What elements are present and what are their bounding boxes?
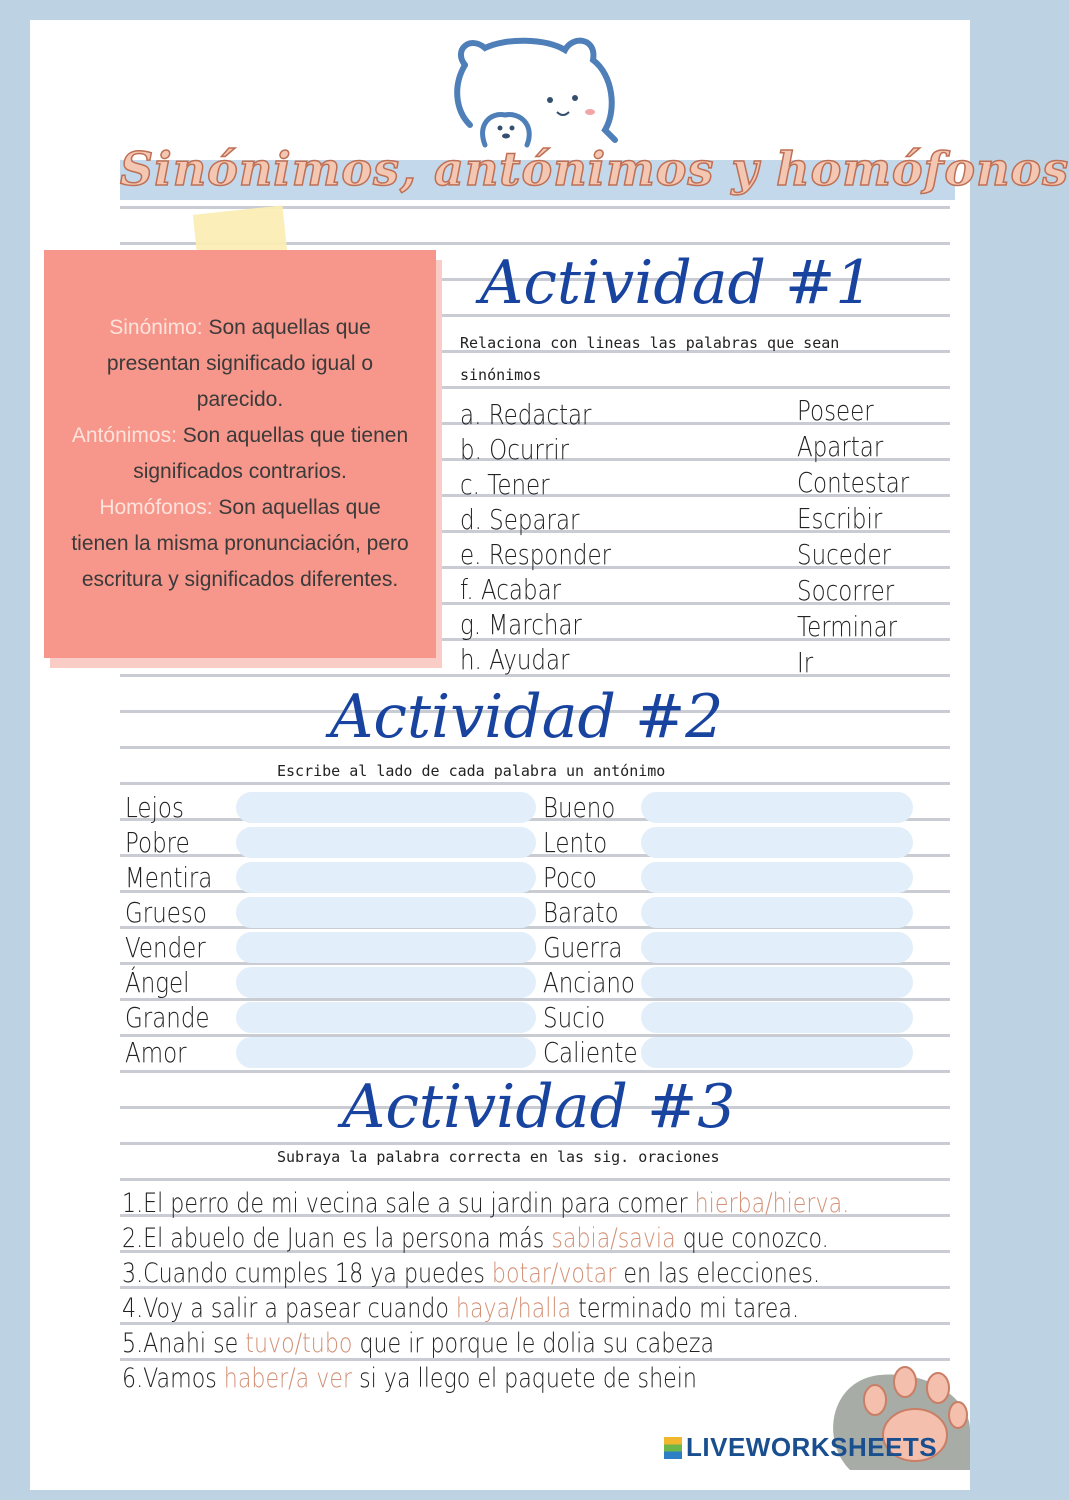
antonym-input[interactable] bbox=[236, 1037, 536, 1068]
ruled-line bbox=[120, 1142, 950, 1145]
match-left-word[interactable]: h. Ayudar bbox=[460, 643, 570, 676]
sentence-text: Cuando cumples 18 ya puedes bbox=[143, 1258, 492, 1289]
activity2-instruction: Escribe al lado de cada palabra un antónimo bbox=[277, 762, 666, 780]
sentence-text: El abuelo de Juan es la persona más bbox=[143, 1223, 552, 1254]
match-right-word[interactable]: Poseer bbox=[797, 394, 874, 427]
sentence bbox=[122, 1221, 829, 1256]
sentence-number: 1. bbox=[122, 1188, 144, 1219]
sentence-number: 3. bbox=[122, 1258, 144, 1289]
sentence-text: terminado mi tarea. bbox=[571, 1293, 799, 1324]
match-left-word[interactable]: e. Responder bbox=[460, 538, 612, 571]
activity1-instruction: Relaciona con lineas las palabras que sean bbox=[460, 334, 840, 352]
sentence-text: El perro de mi vecina sale a su jardin para comer bbox=[143, 1188, 695, 1219]
antonym-word: Anciano bbox=[543, 966, 635, 999]
activity3-instruction: Subraya la palabra correcta en las sig. oraciones bbox=[277, 1148, 720, 1166]
ruled-line bbox=[120, 782, 950, 785]
antonym-input[interactable] bbox=[236, 1002, 536, 1033]
antonym-word: Barato bbox=[543, 896, 619, 929]
antonym-word: Amor bbox=[125, 1036, 187, 1069]
liveworksheets-logo-icon bbox=[664, 1437, 682, 1459]
match-right-word[interactable]: Socorrer bbox=[797, 574, 895, 607]
word-options[interactable]: botar/votar bbox=[491, 1258, 617, 1289]
definition-term: Homófonos: bbox=[99, 496, 213, 519]
antonym-input[interactable] bbox=[641, 792, 913, 823]
sentence-text: Vamos bbox=[143, 1363, 224, 1394]
word-options[interactable]: tuvo/tubo bbox=[245, 1328, 353, 1359]
antonym-input[interactable] bbox=[641, 827, 913, 858]
antonym-word: Bueno bbox=[543, 791, 616, 824]
sentence-text: que ir porque le dolia su cabeza bbox=[352, 1328, 715, 1359]
antonym-input[interactable] bbox=[236, 932, 536, 963]
sentence bbox=[122, 1326, 714, 1361]
match-left-word[interactable]: c. Tener bbox=[460, 468, 550, 501]
antonym-input[interactable] bbox=[641, 967, 913, 998]
activity2-title: Actividad #2 bbox=[330, 682, 724, 752]
antonym-word: Grande bbox=[125, 1001, 210, 1034]
antonym-word: Caliente bbox=[543, 1036, 638, 1069]
antonym-word: Guerra bbox=[543, 931, 623, 964]
definitions-text bbox=[68, 310, 412, 598]
definition-term: Antónimos: bbox=[71, 424, 177, 447]
word-options[interactable]: haya/halla bbox=[455, 1293, 572, 1324]
antonym-word: Vender bbox=[125, 931, 206, 964]
antonym-input[interactable] bbox=[641, 862, 913, 893]
antonym-input[interactable] bbox=[641, 932, 913, 963]
match-left-word[interactable]: b. Ocurrir bbox=[460, 433, 570, 466]
match-left-word[interactable]: a. Redactar bbox=[460, 398, 592, 431]
antonym-input[interactable] bbox=[641, 897, 913, 928]
ruled-line bbox=[120, 1178, 950, 1181]
sentence-number: 4. bbox=[122, 1293, 144, 1324]
match-left-word[interactable]: f. Acabar bbox=[460, 573, 562, 606]
sentence bbox=[122, 1186, 849, 1221]
sentence-number: 2. bbox=[122, 1223, 144, 1254]
match-right-word[interactable]: Contestar bbox=[797, 466, 910, 499]
match-right-word[interactable]: Ir bbox=[797, 646, 814, 679]
match-right-word[interactable]: Escribir bbox=[797, 502, 883, 535]
word-options[interactable]: haber/a ver bbox=[223, 1363, 353, 1394]
sentence bbox=[122, 1256, 820, 1291]
activity1-instruction: sinónimos bbox=[460, 366, 542, 384]
sentence bbox=[122, 1361, 697, 1396]
definition-term: Sinónimo: bbox=[109, 316, 203, 339]
antonym-input[interactable] bbox=[236, 862, 536, 893]
match-right-word[interactable]: Suceder bbox=[797, 538, 892, 571]
antonym-input[interactable] bbox=[236, 967, 536, 998]
activity3-title: Actividad #3 bbox=[342, 1072, 736, 1142]
sentence-text: Anahi se bbox=[143, 1328, 246, 1359]
word-options[interactable]: hierba/hierva. bbox=[694, 1188, 850, 1219]
antonym-word: Mentira bbox=[125, 861, 213, 894]
match-right-word[interactable]: Terminar bbox=[797, 610, 898, 643]
sentence-text: que conozco. bbox=[675, 1223, 829, 1254]
worksheet-page bbox=[30, 20, 1069, 1490]
sentence-text: si ya llego el paquete de shein bbox=[352, 1363, 697, 1394]
antonym-word: Lento bbox=[543, 826, 608, 859]
activity1-title: Actividad #1 bbox=[480, 248, 874, 318]
sentence-number: 5. bbox=[122, 1328, 144, 1359]
sentence bbox=[122, 1291, 799, 1326]
match-left-word[interactable]: g. Marchar bbox=[460, 608, 582, 641]
match-right-word[interactable]: Apartar bbox=[797, 430, 884, 463]
antonym-word: Pobre bbox=[125, 826, 190, 859]
antonym-input[interactable] bbox=[236, 792, 536, 823]
definitions-card bbox=[44, 250, 436, 658]
sentence-text: Voy a salir a pasear cuando bbox=[143, 1293, 456, 1324]
bear-illustration bbox=[445, 30, 645, 160]
definition-text: Son aquellas que presentan significado igual o parecido. bbox=[106, 316, 374, 411]
brand-name: LIVEWORKSHEETS bbox=[686, 1432, 938, 1462]
antonym-word: Grueso bbox=[125, 896, 207, 929]
antonym-input[interactable] bbox=[236, 897, 536, 928]
definition-text: Son aquellas que tienen significados contrarios. bbox=[133, 424, 409, 483]
page-title: Sinónimos, antónimos y homófonos bbox=[120, 142, 1069, 196]
antonym-input[interactable] bbox=[641, 1002, 913, 1033]
antonym-word: Ángel bbox=[125, 966, 190, 999]
antonym-word: Sucio bbox=[543, 1001, 606, 1034]
sentence-text: en las elecciones. bbox=[616, 1258, 821, 1289]
antonym-word: Poco bbox=[543, 861, 597, 894]
antonym-word: Lejos bbox=[125, 791, 184, 824]
word-options[interactable]: sabia/savia bbox=[551, 1223, 676, 1254]
antonym-input[interactable] bbox=[236, 827, 536, 858]
ruled-line bbox=[120, 998, 950, 1001]
antonym-input[interactable] bbox=[641, 1037, 913, 1068]
definition-text: Son aquellas que tienen la misma pronunciación, pero escritura y significados diferentes. bbox=[71, 496, 409, 591]
liveworksheets-logo[interactable] bbox=[664, 1432, 937, 1463]
sentence-number: 6. bbox=[122, 1363, 144, 1394]
match-left-word[interactable]: d. Separar bbox=[460, 503, 580, 536]
